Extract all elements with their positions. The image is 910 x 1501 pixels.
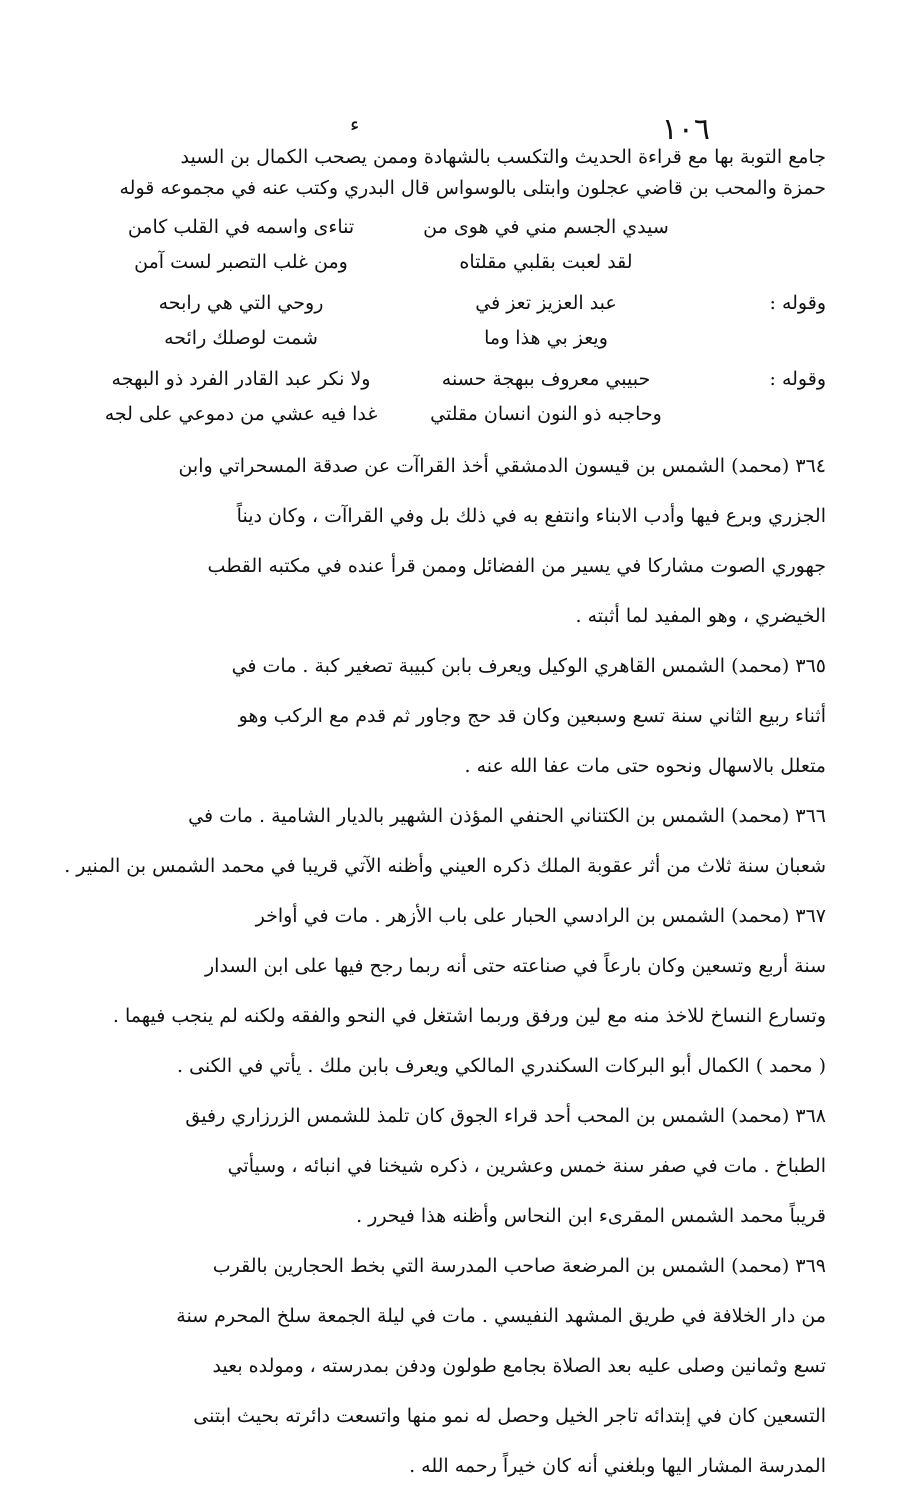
verse-second-half: تناءى واسمه في القلب كامن — [127, 216, 355, 238]
text-line: ٣٦٧ (محمد) الشمس بن الرادسي الحبار على باب الأزهر . مات في أواخر — [255, 905, 826, 927]
text-line: الطباخ . مات في صفر سنة خمس وعشرين ، ذكره شيخنا في انبائه ، وسيأتي — [227, 1155, 826, 1177]
text-line: جهوري الصوت مشاركا في يسير من الفضائل وممن قرأ عنده في مكتبه القطب — [207, 555, 826, 577]
text-line: الخيضري ، وهو المفيد لما أثبته . — [575, 605, 826, 627]
text-line: من دار الخلافة في طريق المشهد النفيسي . مات في ليلة الجمعة سلخ المحرم سنة — [176, 1305, 826, 1327]
page-body — [62, 142, 826, 1501]
verse-line — [62, 321, 826, 356]
poem — [62, 210, 826, 280]
entry-364 — [62, 451, 826, 632]
text-line: الجزري وبرع فيها وأدب الابناء وانتفع به في ذلك بل وفي القراآت ، وكان ديناً — [236, 505, 826, 527]
verse-first-half: حبيبي معروف ببهجة حسنه — [441, 368, 651, 390]
entry-368 — [62, 1101, 826, 1232]
text-line: حمزة والمحب بن قاضي عجلون وابتلى بالوسواس قال البدري وكتب عنه في مجموعه قوله — [119, 177, 826, 199]
page-number: ١٠٦ — [661, 112, 710, 147]
text-line: ( محمد ) الكمال أبو البركات السكندري المالكي ويعرف بابن ملك . يأتي في الكنى . — [176, 1055, 826, 1077]
poem-intro: وقوله : — [769, 368, 826, 390]
verse-first-half: عبد العزيز تعز في — [475, 292, 617, 314]
entry-369 — [62, 1251, 826, 1482]
text-line: تسع وثمانين وصلى عليه بعد الصلاة بجامع طولون ودفن بمدرسته ، ومولده بعيد — [212, 1355, 826, 1377]
text-line: ٣٦٥ (محمد) الشمس القاهري الوكيل ويعرف بابن كبيبة تصغير كبة . مات في — [231, 655, 826, 677]
text-line: ٣٦٤ (محمد) الشمس بن قيسون الدمشقي أخذ القراآت عن صدقة المسحراتي وابن — [178, 455, 826, 477]
verse-line — [62, 210, 826, 245]
verse-first-half: وحاجبه ذو النون انسان مقلتي — [430, 403, 662, 425]
text-line: وتسارع النساخ للاخذ منه مع لين ورفق وربما اشتغل في النحو والفقه ولكنه لم ينجب فيهما . — [112, 1005, 826, 1027]
verse-second-half: غدا فيه عشي من دموعي على لجه — [104, 403, 378, 425]
header-mark: ء — [350, 112, 360, 136]
text-line: متعلل بالاسهال ونحوه حتى مات عفا الله عنه . — [464, 755, 826, 777]
text-line: ٣٦٨ (محمد) الشمس بن المحب أحد قراء الجوق كان تلمذ للشمس الزرزاري رفيق — [185, 1105, 826, 1127]
verse-second-half: روحي التي هي رابحه — [158, 292, 324, 314]
poem — [62, 286, 826, 356]
verse-second-half: ومن غلب التصبر لست آمن — [134, 251, 348, 273]
verse-line — [62, 362, 826, 397]
poem — [62, 362, 826, 432]
verse-first-half: لقد لعبت بقلبي مقلتاه — [459, 251, 633, 273]
text-line: شعبان سنة ثلاث من أثر عقوبة الملك ذكره العيني وأظنه الآتي قريبا في محمد الشمس بن المنير . — [64, 855, 826, 877]
verse-line — [62, 286, 826, 321]
opening-paragraph — [62, 142, 826, 204]
text-line: التسعين كان في إبتدائه تاجر الخيل وحصل له نمو منها واتسعت دائرته بحيث ابتنى — [193, 1405, 826, 1427]
verse-first-half: ويعز بي هذا وما — [484, 327, 608, 349]
text-line: أثناء ربيع الثاني سنة تسع وسبعين وكان قد حج وجاور ثم قدم مع الركب وهو — [238, 705, 826, 727]
verse-second-half: شمت لوصلك رائحه — [164, 327, 318, 349]
entry-366 — [62, 801, 826, 882]
verse-line — [62, 397, 826, 432]
entry-367 — [62, 901, 826, 1082]
text-line: المدرسة المشار اليها وبلغني أنه كان خيراً رحمه الله . — [409, 1455, 826, 1477]
text-line: جامع التوبة بها مع قراءة الحديث والتكسب بالشهادة وممن يصحب الكمال بن السيد — [180, 146, 826, 168]
text-line: ٣٦٦ (محمد) الشمس بن الكتناني الحنفي المؤذن الشهير بالديار الشامية . مات في — [188, 805, 826, 827]
text-line: سنة أربع وتسعين وكان بارعاً في صناعته حتى أنه ربما رجح فيها على ابن السدار — [205, 955, 826, 977]
entry-365 — [62, 651, 826, 782]
verse-line — [62, 245, 826, 280]
text-line: قريباً محمد الشمس المقرىء ابن النحاس وأظنه هذا فيحرر . — [356, 1205, 826, 1227]
text-line: ٣٦٩ (محمد) الشمس بن المرضعة صاحب المدرسة التي بخط الحجارين بالقرب — [212, 1255, 826, 1277]
poem-intro: وقوله : — [769, 292, 826, 314]
verse-second-half: ولا نكر عبد القادر الفرد ذو البهجه — [111, 368, 371, 390]
verse-first-half: سيدي الجسم مني في هوى من — [423, 216, 669, 238]
